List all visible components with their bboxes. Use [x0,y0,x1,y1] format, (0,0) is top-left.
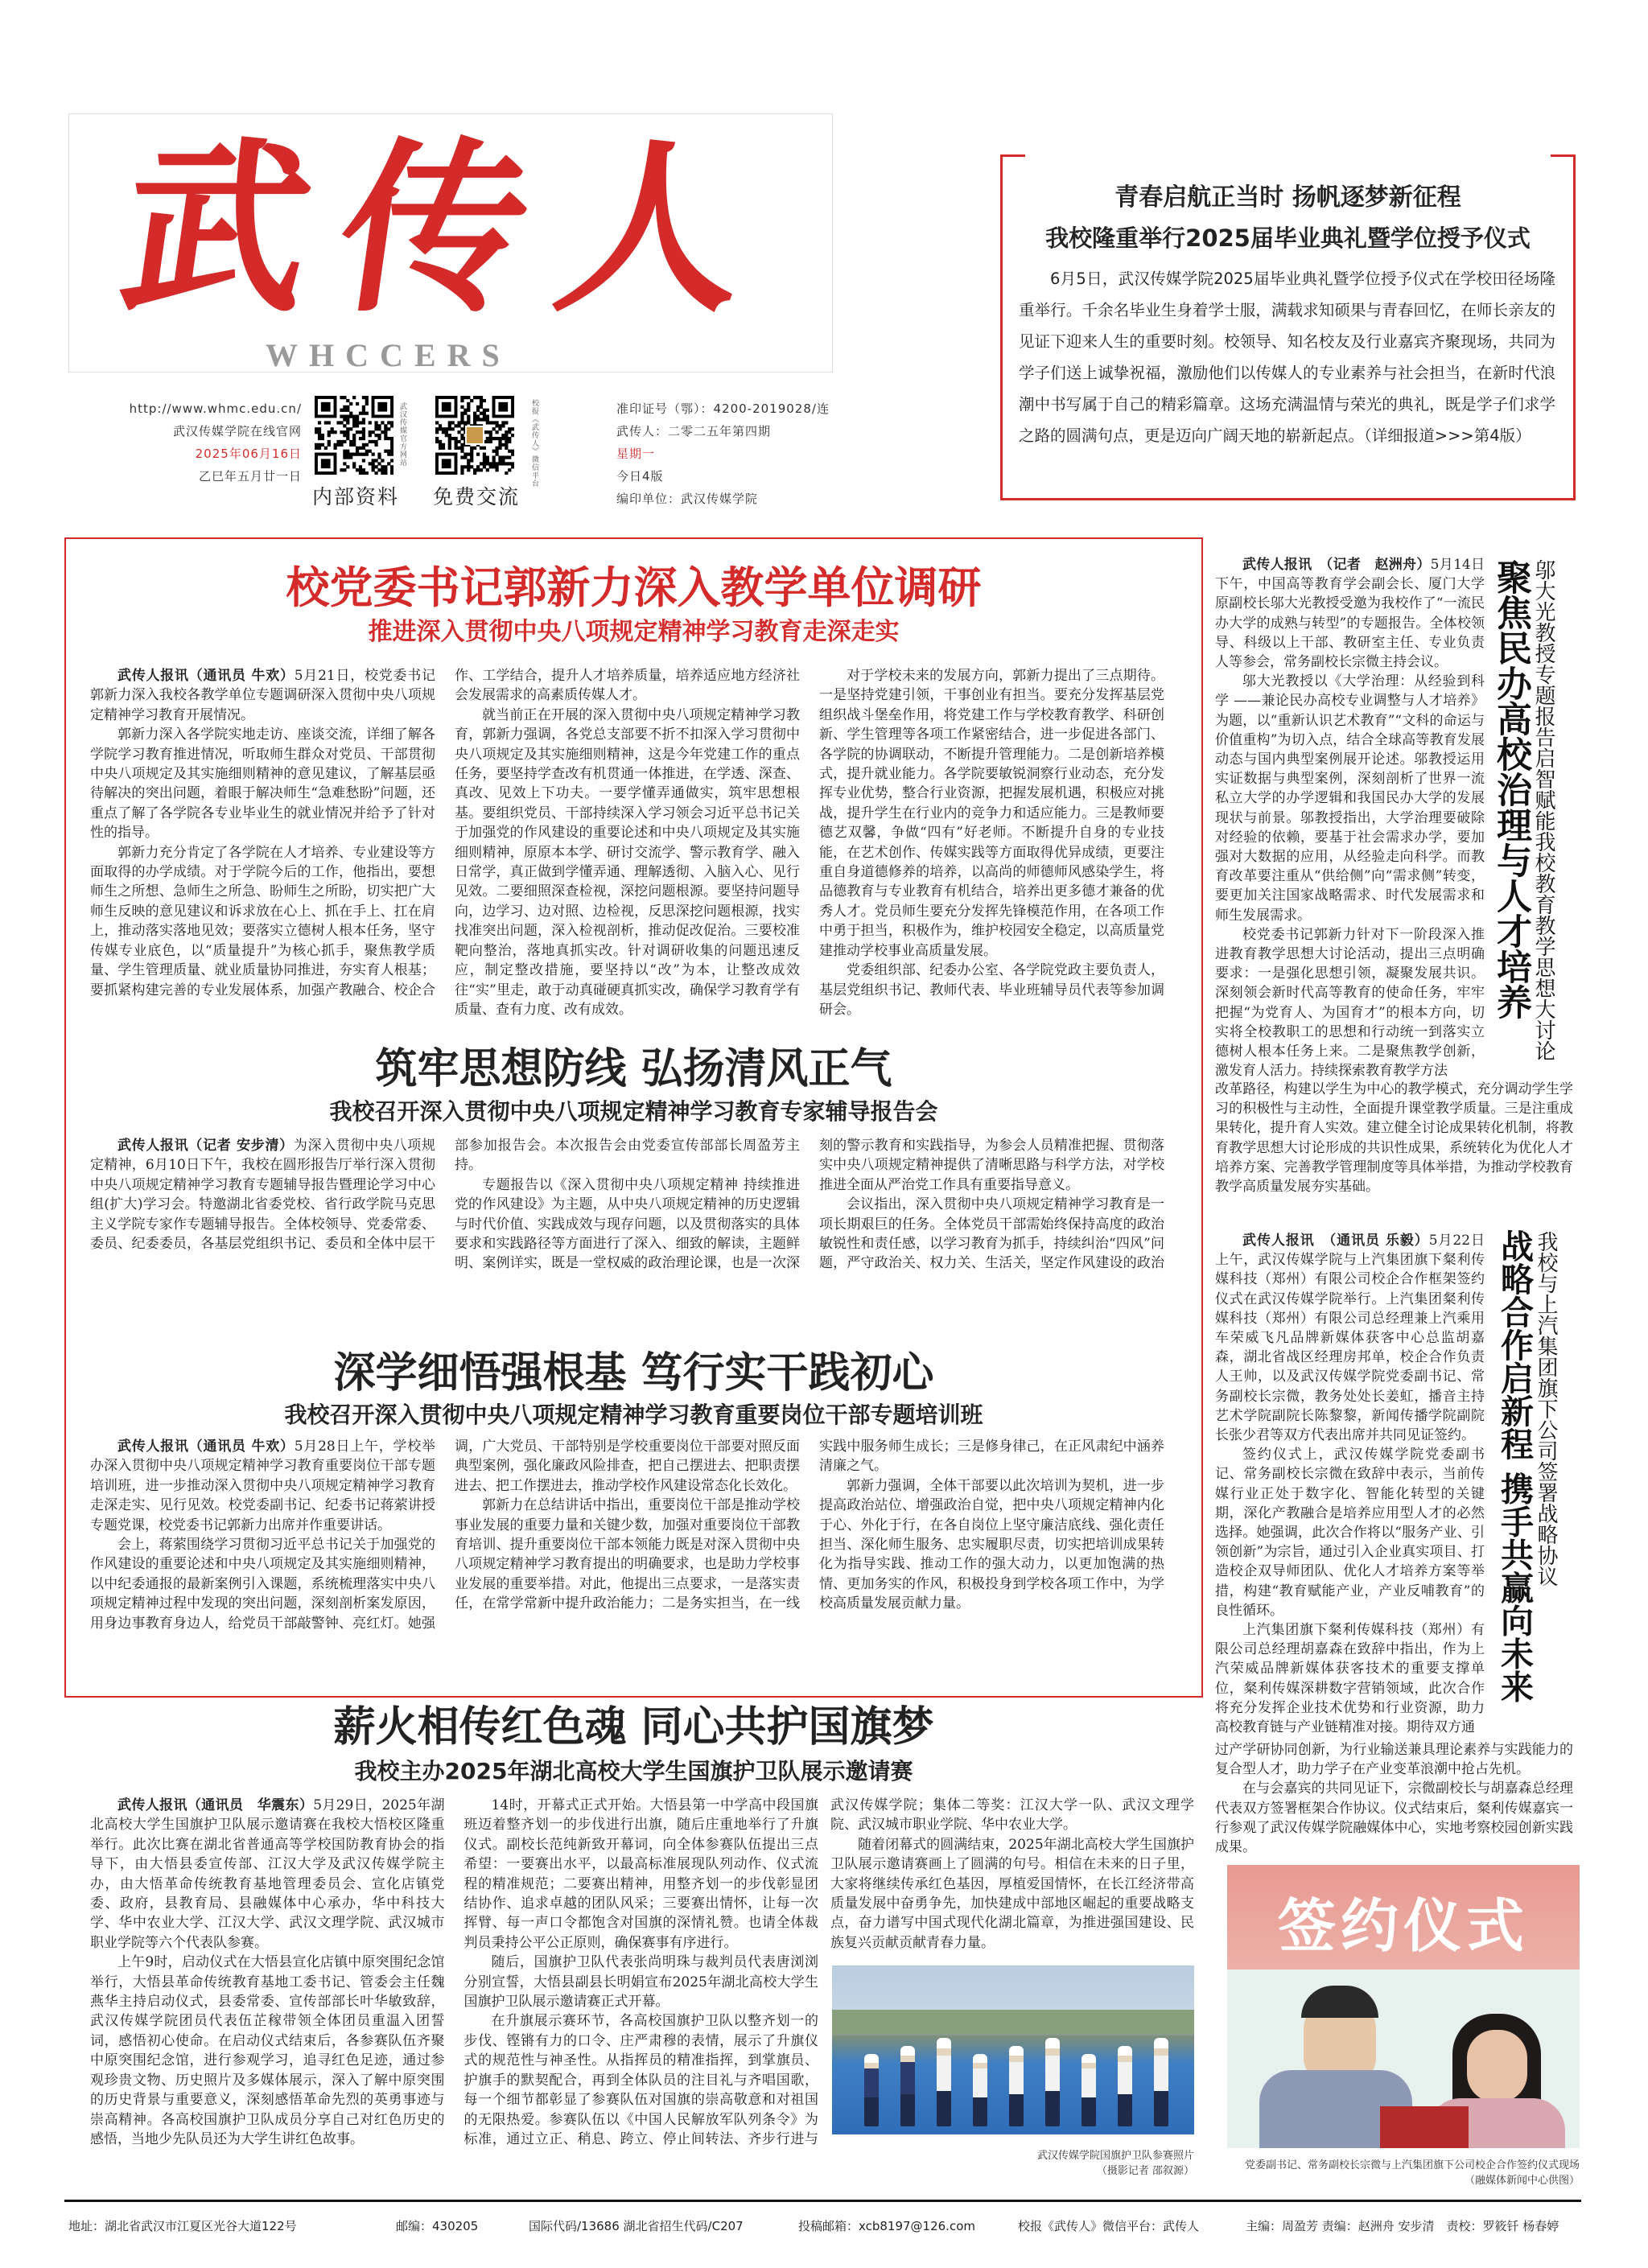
byline: 武传人报讯（通讯员 华震东） [117,1797,314,1813]
paragraph [464,1953,819,2011]
paragraph-text: 就当前正在开展的深入贯彻中央八项规定精神学习教育，郭新力强调，各党总支部要不折不扣深入学习贯彻中央八项规定及其实施细则精神，这是今年党建工作的重点任务，要坚持学查改有机贯通一体推进，在学透、深查、真改、见效上下功夫。一要学懂弄通做实，筑牢思想根基。要组织党员、干部持续深入学习领会习近平总书记关于加强党的作风建设的重要论述和中央八项规定及其实施细则精神，原原本本学、研讨交流学、警示教育学、融入日常学，真正做到学懂弄通、理解透彻、入脑入心、见行见效。二要细照深查检视，深挖问题根源。要坚持问题导向，边学习、边对照、边检视，反思深挖问题根源，找实找准突出问题，深入检视剖析，推动促改促治。三要校准靶向整治，落地真抓实改。针对调研收集的问题迅速反应，制定整改措施，要坚持以“改”为本，让整改成效往“实”里走，敢于动真碰硬真抓实改，确保学习教育学有质量、查有力度、改有成效。 [455,706,800,1018]
sidebar2-continuation: 过产学研协同创新，为行业输送兼具理论素养与实践能力的复合型人才，助力学子在产业变革浪潮中抢占先机。 [1215,1742,1573,1778]
paragraph-text: 郭新力充分肯定了各学院在人才培养、专业建设等方面取得的办学成绩。对于学院今后的工作，他指出，要想师生之所想、急师生之所急、盼师生之所盼，切实把广大师生反映的意见建议和诉求放在心上、抓在手上、扛在肩上，推动落实落地见效；要落实立德树人根本任务，坚守传媒专业底色，以“质量提升”为核心抓手，聚焦教学质量、学生管理质量、就业质量协同推进，夯实育人根基；要抓紧构建完善的专业发展体系，加强产教融合、校企合作、工学结合，提升人才培养质量，培养适应地方经济社会发展需求的高素质传媒人才。 [90,668,800,998]
paragraph [1215,1231,1485,1445]
article3-body [90,1437,1164,1638]
signing-photo-caption [1191,2158,1580,2188]
masthead-info-right [616,397,890,510]
top-story-title: 青春启航正当时 扬帆逐梦新征程 [1114,183,1461,212]
article4-last-paragraph: 随着闭幕式的圆满结束，2025年湖北高校大学生国旗护卫队展示邀请赛画上了圆满的句号。相信在未来的日子里，大家将继续传承红色基因，厚植爱国情怀，在长江经济带高质量发展中奋勇争先，加快建成中部地区崛起的重要战略支点，奋力谱写中国式现代化湖北篇章，为推进强国建设、民族复兴贡献贡献青春力量。 [830,1836,1194,1951]
paragraph-text: 14时，开幕式正式开始。大悟县第一中学高中段国旗班迈着整齐划一的步伐进行出旗，随后庄重地举行了升旗仪式。副校长范纯新致开幕词，向全体参赛队伍提出三点希望：一要赛出水平，以最高标准展现队列动作、仪式流程的精准规范；二要赛出精神，用整齐划一的步伐彰显团结协作、追求卓越的团队风采；三要赛出情怀，让每一次挥臂、每一声口令都饱含对国旗的深情礼赞。也请全体裁判员秉持公平公正原则，确保赛事有序进行。 [464,1797,818,1951]
website-url[interactable]: http://www.whmc.edu.cn/ [129,401,302,416]
top-story-box [1000,154,1576,500]
paragraph-text: 郭新力强调，全体干部要以此次培训为契机，进一步提高政治站位、增强政治自觉，把中央八项规定精神内化于心、外化于行，在各自岗位上坚守廉洁底线、强化责任担当、深化师生服务、忠实履职尽责，切实把培训成果转化为指导实践、推动工作的强大动力，以更加饱满的热情、更加务实的作风，积极投身到学校各项工作中，为学校高质量发展贡献力量。 [819,1477,1164,1612]
newspaper-logo-english: WHCCERS [266,337,511,373]
footer-postcode: 邮编：430205 [396,2219,479,2233]
byline: 武传人报讯 （记者 赵洲舟） [1242,557,1431,573]
person-face [1467,2030,1527,2102]
flag-photo-caption [832,2148,1194,2179]
paragraph [1215,1620,1485,1737]
article1-headline: 校党委书记郭新力深入教学单位调研 [286,562,982,613]
paragraph [819,961,1164,1019]
page-count: 今日4版 [616,469,664,484]
sidebar2-body [1215,1231,1485,1738]
print-permit: 准印证号（鄂）：4200-2019028/连 [616,401,830,416]
guard-figure [1082,2054,1096,2126]
sidebar2-subhead: 我校与上汽集团旗下公司签署战略协议 [1534,1231,1558,1587]
guard-figure [973,2054,987,2126]
top-story-subtitle: 我校隆重举行2025届毕业典礼暨学位授予仪式 [1045,224,1531,252]
caption-text: 武汉传媒学院国旗护卫队参赛照片 [1036,2150,1194,2162]
footer-wechat: 校报《武传人》微信平台：武传人 [1018,2219,1200,2233]
qr-code-wechat-icon [435,396,514,475]
footer-address: 地址：湖北省武汉市江夏区光谷大道122号 [68,2219,297,2233]
paragraph-text: 上午9时，启动仪式在大悟县宣化店镇中原突围纪念馆举行，大悟县革命传统教育基地工委书记、管委会主任魏燕华主持启动仪式，县委常委、宣传部部长叶华敏致辞，武汉传媒学院团员代表伍芷稼带领全体团员重温入团誓词，感悟初心使命。在启动仪式结束后，各参赛队伍齐聚中原突围纪念馆，进行参观学习，追寻红色足迹，通过参观珍贵文物、历史照片及多媒体展示，深入了解中原突围的历史背景与重要意义，深刻感悟革命先烈的英勇事迹与崇高精神。各高校国旗护卫队成员分享自己对红色历史的感悟，当地少先队员还为大学生讲红色故事。 [90,1954,445,2147]
agreement-folder [1380,2106,1469,2148]
paragraph-text: 为深入贯彻中央八项规定精神，6月10日下午，我校在圆形报告厅举行深入贯彻中央八项规定精神学习教育专题辅导报告暨理论学习中心组(扩大)学习会。特邀湖北省委党校、省行政学院马克思主义学院专家作专题辅导报告。全体校领导、党委常委、委员、纪委委员，各基层党组织书记、委员和全体中层干部参加报告会。本次报告会由党委宣传部部长周盈芳主持。 [90,1138,800,1253]
article4-continuation: 武汉传媒学院；集体二等奖：江汉大学一队、武汉文理学院、武汉城市职业学院、华中农业大学。 [830,1797,1194,1834]
qr1-label: 内部资料 [312,485,400,508]
paragraph-text: 郭新力在总结讲话中指出，重要岗位干部是推动学校事业发展的重要力量和关键少数，加强对重要岗位干部教育培训、提升重要岗位干部本领能力既是对深入贯彻中央八项规定精神学习教育提出的明确要求，也是助力学校事业发展的重要举措。对此，他提出三点要求，一是落实责任，在常学常新中提升政治能力；二是务实担当，在一线实践中服务师生成长；三是修身律己，在正风肃纪中涵养清廉之气。 [455,1439,1164,1612]
paragraph-text: 会上，蒋萦围绕学习贯彻习近平总书记关于加强党的作风建设的重要论述和中央八项规定及其实施细则精神，以中纪委通报的最新案例引入课题，系统梳理落实中央八项规定精神过程中发现的突出问题，深刻剖析案发原因，用身边事教育身边人，给党员干部敲警钟、亮红灯。她强调，广大党员、干部特别是学校重要岗位干部要对照反面典型案例，强化廉政风险排查，把自己摆进去、把职责摆进去、把工作摆进去，推动学校作风建设常态化长效化。 [90,1439,800,1632]
paragraph [1215,1445,1485,1620]
site-name: 武汉传媒学院在线官网 [172,424,302,438]
paragraph-text: 校党委书记郭新力针对下一阶段深入推进教育教学思想大讨论活动，提出三点明确要求：一是强化思想引领，凝聚发展共识。深刻领会新时代高等教育的使命任务，牢牢把握“为党育人、为国育才”的根本方向，切实将全校教职工的思想和行动统一到落实立德树人根本任务上来。二是聚焦教学创新，激发育人活力。持续探索教育教学方法 [1215,926,1485,1080]
footer-codes: 国际代码/13686 湖北省招生代码/C207 [529,2219,744,2233]
sidebar1-body [1215,555,1485,1080]
qr2-side-label: 校报《武传人》微信平台 [530,399,538,488]
sidebar2-last-paragraph: 在与会嘉宾的共同见证下，宗微副校长与胡嘉森总经理代表双方签署框架合作协议。仪式结束后，粲利传媒嘉宾一行参观了武汉传媒学院融媒体中心，实地考察校园创新实践成果。 [1215,1780,1573,1856]
flag-guard-photo [832,1965,1194,2134]
photo-banner-text: 签约仪式 [1277,1892,1529,1960]
sidebar2-body-wide [1215,1740,1573,1861]
byline: 武传人报讯 （通讯员 乐毅） [1242,1233,1429,1249]
guard-figure [1154,2038,1168,2126]
paragraph [455,706,800,1020]
weekday: 星期一 [616,447,656,461]
paragraph-text: 5月14日下午，中国高等教育学会副会长、厦门大学原副校长邬大光教授受邀为我校作了“一流民办大学的成熟与转型”的专题报告。全体校领导、科级以上干部、教研室主任、专业负责人等参会，常务副校长宗微主持会议。 [1215,557,1485,671]
paragraph-text: 5月29日，2025年湖北高校大学生国旗护卫队展示邀请赛在我校大悟校区隆重举行。此次比赛在湖北省普通高等学校国防教育协会的指导下，由大悟县委宣传部、江汉大学及武汉传媒学院主办，由大悟革命传统教育基地管理委员会、宣化店镇党委、政府，县教育局、县融媒体中心承办，华中科技大学、华中农业大学、江汉大学、武汉文理学院、武汉城市职业学院等六个代表队参赛。 [90,1797,445,1951]
guard-figure [1118,2046,1132,2126]
qr2-label: 免费交流 [433,485,521,508]
publisher: 编印单位：武汉传媒学院 [616,492,759,506]
guard-figure [900,2046,915,2126]
article4-subhead: 我校主办2025年湖北高校大学生国旗护卫队展示邀请赛 [354,1758,913,1784]
paragraph-text: 上汽集团旗下粲利传媒科技（郑州）有限公司总经理胡嘉森在致辞中指出，作为上汽荣威品牌新媒体获客技术的重要支撑单位，粲利传媒深耕数字营销领域，此次合作将充分发挥企业技术优势和行业资源，助力高校教育链与产业链精准对接。期待双方通 [1215,1622,1485,1736]
top-story-body: 6月5日，武汉传媒学院2025届毕业典礼暨学位授予仪式在学校田径场隆重举行。千余名毕业生身着学士服，满载求知硕果与青春回忆，在师长亲友的见证下迎来人生的重要时刻。校领导、知名校友及行业嘉宾齐聚现场，共同为学子们送上诚挚祝福，激励他们以传媒人的专业素养与社会担当，在新时代浪潮中书写属于自己的精彩篇章。这场充满温情与荣光的典礼，既是学子们求学之路的圆满句点，更是迈向广阔天地的崭新起点。（详细报道>>>第4版） [1019,270,1555,445]
article2-subhead: 我校召开深入贯彻中央八项规定精神学习教育专家辅导报告会 [329,1098,938,1125]
footer-divider [64,2200,1581,2202]
lunar-date: 乙巳年五月廿一日 [198,469,302,484]
paragraph-text: 邬大光教授以《大学治理：从经验到科学 ——兼论民办高校专业调整与人才培养》为题，以“重新认识艺术教育”“文科的命运与价值重构”为切入点，结合全球高等教育发展动态与国内典型案例展开论述。邬教授运用实证数据与典型案例，深刻剖析了世界一流私立大学的办学逻辑和我国民办大学的发展现状与前景。邬教授指出，大学治理要破除对经验的依赖，要基于社会需求办学，要加强对大数据的应用，从经验走向科学。而教育改革要注重从“供给侧”向“需求侧”转变，要更加关注国家战略需求、时代发展需求和师生发展需求。 [1215,673,1485,924]
sidebar1-headline: 聚焦民办高校治理与人才培养 [1490,559,1531,1019]
paragraph [90,1796,445,1953]
person-hair [1301,1986,1378,2018]
article4-body [90,1796,818,2150]
paragraph [1215,672,1485,925]
paragraph-text: 会议指出，深入贯彻中央八项规定精神学习教育是一项长期艰巨的任务。全体党员干部需始终保持高度的政治敏锐性和责任感，以学习教育为抓手，持续纠治“四风”问题，严守政治关、权力关、生活关，坚定作风建设的政治 [819,1196,1164,1272]
footer-editors: 主编：周盈芳 责编：赵洲舟 安步清 责校：罗筱钎 杨春婷 [1246,2219,1559,2233]
sidebar1-body-wide: 改革路径，构建以学生为中心的教学模式，充分调动学生学习的积极性与主动性，全面提升课堂教学质量。三是注重成果转化，提升育人实效。建立健全讨论成果转化机制，将教育教学思想大讨论形成的共识性成果，系统转化为优化人才培养方案、完善教学管理制度等具体举措，为推动学校教育教学高质量发展夯实基础。 [1215,1081,1573,1196]
article1-subhead: 推进深入贯彻中央八项规定精神学习教育走深走实 [368,618,900,646]
article3-headline: 深学细悟强根基 笃行实干践初心 [333,1349,934,1397]
byline: 武传人报讯（通讯员 牛欢） [117,1439,295,1455]
qr-code-website-icon [315,396,393,475]
photo-trees [832,2010,1194,2034]
paragraph [819,666,1164,961]
paragraph-text: 对于学校未来的发展方向，郭新力提出了三点期待。一是坚持党建引领，干事创业有担当。要充分发挥基层党组织战斗堡垒作用，将党建工作与学校教育教学、科研创新、学生管理等各项工作紧密结合，进一步促进各部门、各学院的协调联动，不断提升管理能力。二是创新培养模式，提升就业能力。各学院要敏锐洞察行业动态，充分发挥专业优势，整合行业资源，把握发展机遇，积极应对挑战，提升学生在行业内的竞争力和适应能力。三是教师要德艺双馨，争做“四有”好老师。不断提升自身的专业技能，在艺术创作、传媒实践等方面取得优异成绩，更要注重自身道德修养的培养，以高尚的师德师风感染学生，将品德教育与专业教育有机结合，培养出更多德才兼备的优秀人才。党员师生要充分发挥先锋模范作用，在各项工作中勇于担当，积极作为，维护校园安全稳定，以高质量党建推动学校事业高质量发展。 [819,668,1164,959]
sidebar1-subhead: 邬大光教授专题报告启智赋能我校教育教学思想大讨论 [1531,559,1555,1061]
paragraph [1215,925,1485,1080]
article3-subhead: 我校召开深入贯彻中央八项规定精神学习教育重要岗位干部专题培训班 [284,1402,983,1428]
article4-headline: 薪火相传红色魂 同心共护国旗梦 [333,1703,934,1751]
article1-body [90,666,1164,1027]
guard-figure [1009,2046,1024,2126]
paragraph-text: 专题报告以《深入贯彻中央八项规定精神 持续推进党的作风建设》为主题，从中央八项规定精神的历史逻辑与时代价值、实践成效与现存问题，以及贯彻落实的具体要求和实践路径等方面进行了深入、细致的解读，主题鲜明、案例详实，既是一堂权威的政治理论课，也是一次深刻的警示教育和实践指导，为参会人员精准把握、贯彻落实中央八项规定精神提供了清晰思路与科学方法，对学校推进全面从严治党工作具有重要指导意义。 [455,1138,1164,1272]
issue-number: 武传人：二零二五年第四期 [616,424,772,438]
paragraph-text: 5月28日上午，学校举办深入贯彻中央八项规定精神学习教育重要岗位干部专题培训班，进一步推动深入贯彻中央八项规定精神学习教育走深走实、见行见效。校党委副书记、纪委书记蒋萦讲授专题党课，校党委书记郭新力出席并作重要讲话。 [90,1439,435,1533]
paragraph-text: 随后，国旗护卫队代表张尚明珠与裁判员代表唐浏浏分别宣誓，大悟县副县长明娟宣布2025年湖北高校大学生国旗护卫队展示邀请赛正式开幕。 [464,1954,818,2011]
qr1-side-label: 武汉传媒官方网站 [398,402,406,467]
signing-ceremony-photo [1227,1865,1580,2148]
paragraph-text: 5月21日，校党委书记郭新力深入我校各教学单位专题调研深入贯彻中央八项规定精神学习教育开展情况。 [90,668,435,723]
byline: 武传人报讯（通讯员 牛欢） [117,668,295,684]
paragraph-text: 党委组织部、纪委办公室、各学院党政主要负责人，基层党组织书记、教师代表、毕业班辅导员代表等参加调研会。 [819,962,1164,1018]
paragraph [819,1476,1164,1614]
paragraph-text: 5月22日上午，武汉传媒学院与上汽集团旗下粲利传媒科技（郑州）有限公司校企合作框架签约仪式在武汉传媒学院举行。上汽集团粲利传媒科技（郑州）有限公司总经理兼上汽乘用车荣威飞凡品牌新媒体获客中心总监胡嘉森，湖北省战区经理房邦单，校企合作负责人王帅，以及武汉传媒学院党委副书记、常务副校长宗微，教务处处长姜虹，播音主持艺术学院副院长陈黎黎，新闻传播学院副院长张少君等双方代表出席并共同见证签约。 [1215,1233,1485,1444]
masthead-info-left [80,397,302,488]
paragraph [90,666,435,725]
footer-email[interactable]: 投稿邮箱：xcb8197@126.com [798,2219,975,2233]
caption-text: 党委副书记、常务副校长宗微与上汽集团旗下公司校企合作签约仪式现场 [1244,2159,1580,2171]
issue-date: 2025年06月16日 [195,447,302,461]
paragraph-text: 在升旗展示赛环节，各高校国旗护卫队以整齐划一的步伐、铿锵有力的口令、庄严肃穆的表情，展示了升旗仪式的规范性与神圣性。从指挥员的精准指挥，到掌旗员、护旗手的默契配合，再到全体队员的注目礼与齐唱国歌，每一个细节都彰显了参赛队伍对国旗的崇高敬意和对祖国的无限热爱。参赛队伍以《中国人民解放军队列条令》为标准，通过立正、稍息、跨立、停止间转法、齐步行进与 [464,2013,818,2147]
caption-credit: （融媒体新闻中心供图） [1464,2175,1580,2187]
paragraph-text: 郭新力深入各学院实地走访、座谈交流，详细了解各学院学习教育推进情况，听取师生群众对党员、干部贯彻中央八项规定及其实施细则精神的意见建议，了解基层亟待解决的突出问题，着眼于解决师生“急难愁盼”问题，还重点了解了各学院各专业毕业生的就业情况并给予了针对性的指导。 [90,727,435,842]
guard-figure [864,2054,879,2126]
guard-figure [1045,2038,1060,2126]
paragraph [464,1796,819,1953]
article2-headline: 筑牢思想防线 弘扬清风正气 [375,1045,892,1093]
article2-body [90,1136,1164,1274]
byline: 武传人报讯（记者 安步清） [117,1138,294,1154]
paragraph [90,1953,445,2149]
paragraph-text: 签约仪式上，武汉传媒学院党委副书记、常务副校长宗微在致辞中表示，当前传媒行业正处于数字化、智能化转型的关键期，深化产教融合是培养应用型人才的必然选择。她强调，此次合作将以“服务产业、引领创新”为宗旨，通过引入企业真实项目、打造校企双导师团队、优化人才培养方案等举措，构建“教育赋能产业，产业反哺教育”的良性循环。 [1215,1447,1485,1619]
caption-credit: （摄影记者 邵叙源） [1096,2165,1194,2177]
paragraph [1215,555,1485,672]
paragraph [90,1437,435,1535]
guard-figure [937,2038,951,2126]
sidebar2-headline: 战略合作启新程 携手共赢向未来 [1495,1229,1534,1703]
paragraph [90,725,435,842]
article4-body-col3 [830,1796,1194,1961]
newspaper-logo: 武传人 [109,121,792,338]
